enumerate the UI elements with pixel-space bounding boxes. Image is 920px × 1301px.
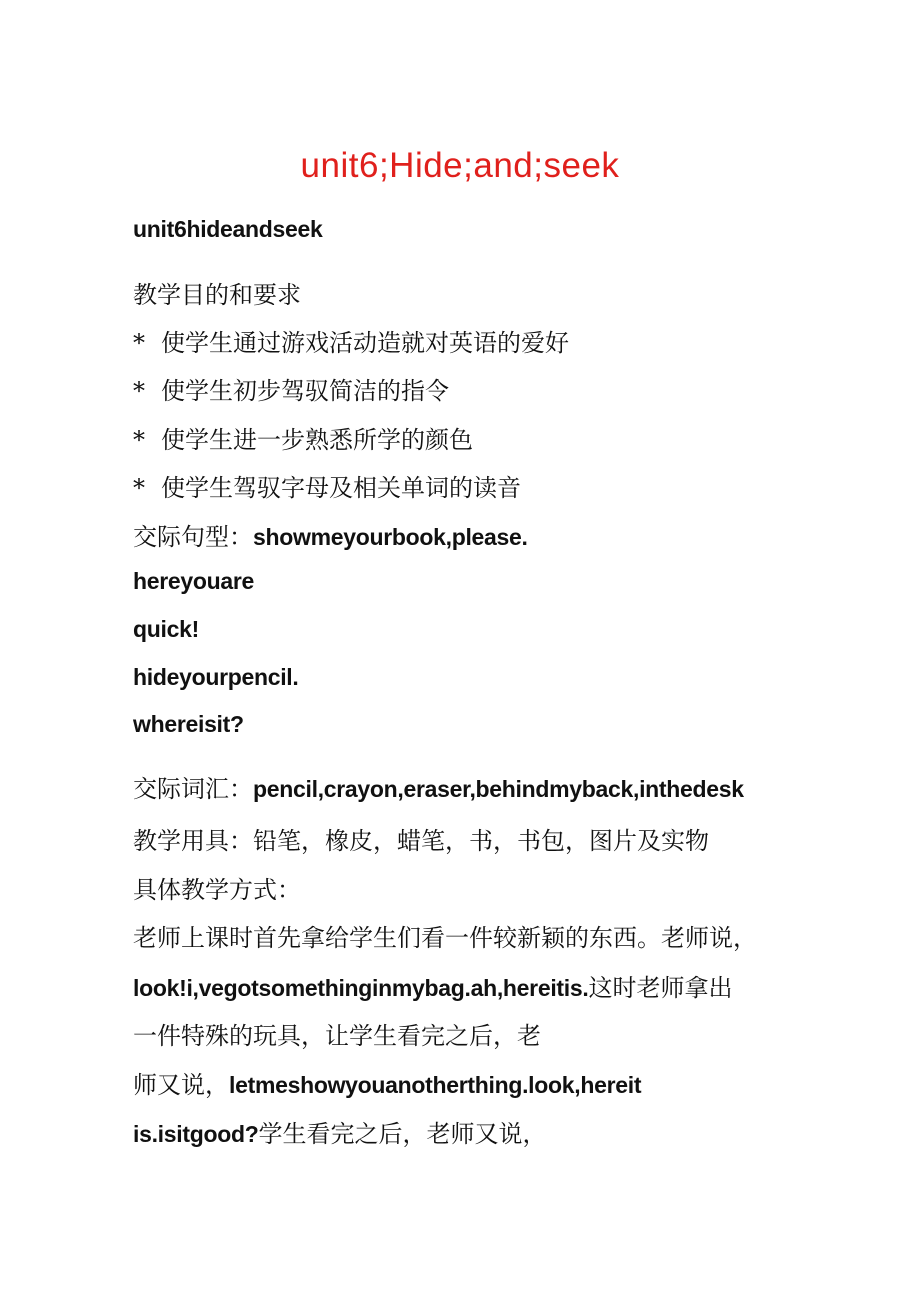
body-english: letmeshowyouanotherthing.look,hereit [229, 1072, 642, 1098]
tools-line: 教学用具：铅笔，橡皮，蜡笔，书，书包，图片及实物 [133, 827, 709, 855]
goal-item [133, 323, 569, 358]
goal-item [133, 420, 473, 455]
goals-heading: 教学目的和要求 [133, 281, 301, 309]
goal-text: 使学生驾驭字母及相关单词的读音 [161, 474, 521, 502]
goal-text: 使学生初步驾驭简洁的指令 [161, 377, 449, 405]
document-title: unit6;Hide;and;seek [300, 146, 620, 185]
body-english: is.isitgood? [133, 1121, 259, 1147]
vocab-line [133, 769, 744, 804]
body-line [133, 1065, 641, 1100]
pattern-item: hideyourpencil. [133, 664, 299, 690]
goal-item [133, 468, 521, 503]
pattern-item: showmeyourbook,please. [253, 524, 528, 550]
subtitle: unit6hideandseek [133, 216, 323, 242]
method-heading: 具体教学方式： [133, 876, 301, 904]
body-chinese: 学生看完之后，老师又说， [258, 1120, 547, 1148]
goal-text: 使学生通过游戏活动造就对英语的爱好 [161, 329, 569, 357]
body-chinese: 师又说， [133, 1071, 229, 1099]
pattern-item: whereisit? [133, 711, 244, 737]
body-line [133, 1114, 546, 1149]
pattern-item: hereyouare [133, 568, 255, 594]
bullet-icon: * [133, 329, 145, 357]
goal-text: 使学生进一步熟悉所学的颜色 [161, 426, 473, 454]
body-line: 老师上课时首先拿给学生们看一件较新颖的东西。老师说， [133, 924, 757, 952]
body-line: 一件特殊的玩具，让学生看完之后，老 [133, 1022, 541, 1050]
bullet-icon: * [133, 474, 145, 502]
body-english: look!i,vegotsomethinginmybag.ah,hereitis. [133, 975, 589, 1001]
body-line [133, 968, 732, 1003]
patterns-label: 交际句型： [133, 523, 253, 551]
vocab-list: pencil,crayon,eraser,behindmyback,inthedesk [253, 776, 744, 802]
pattern-item: quick! [133, 616, 199, 642]
goal-item [133, 371, 449, 406]
vocab-label: 交际词汇： [133, 775, 253, 803]
bullet-icon: * [133, 377, 145, 405]
patterns-line [133, 517, 528, 552]
bullet-icon: * [133, 426, 145, 454]
body-chinese: 这时老师拿出 [588, 974, 733, 1002]
